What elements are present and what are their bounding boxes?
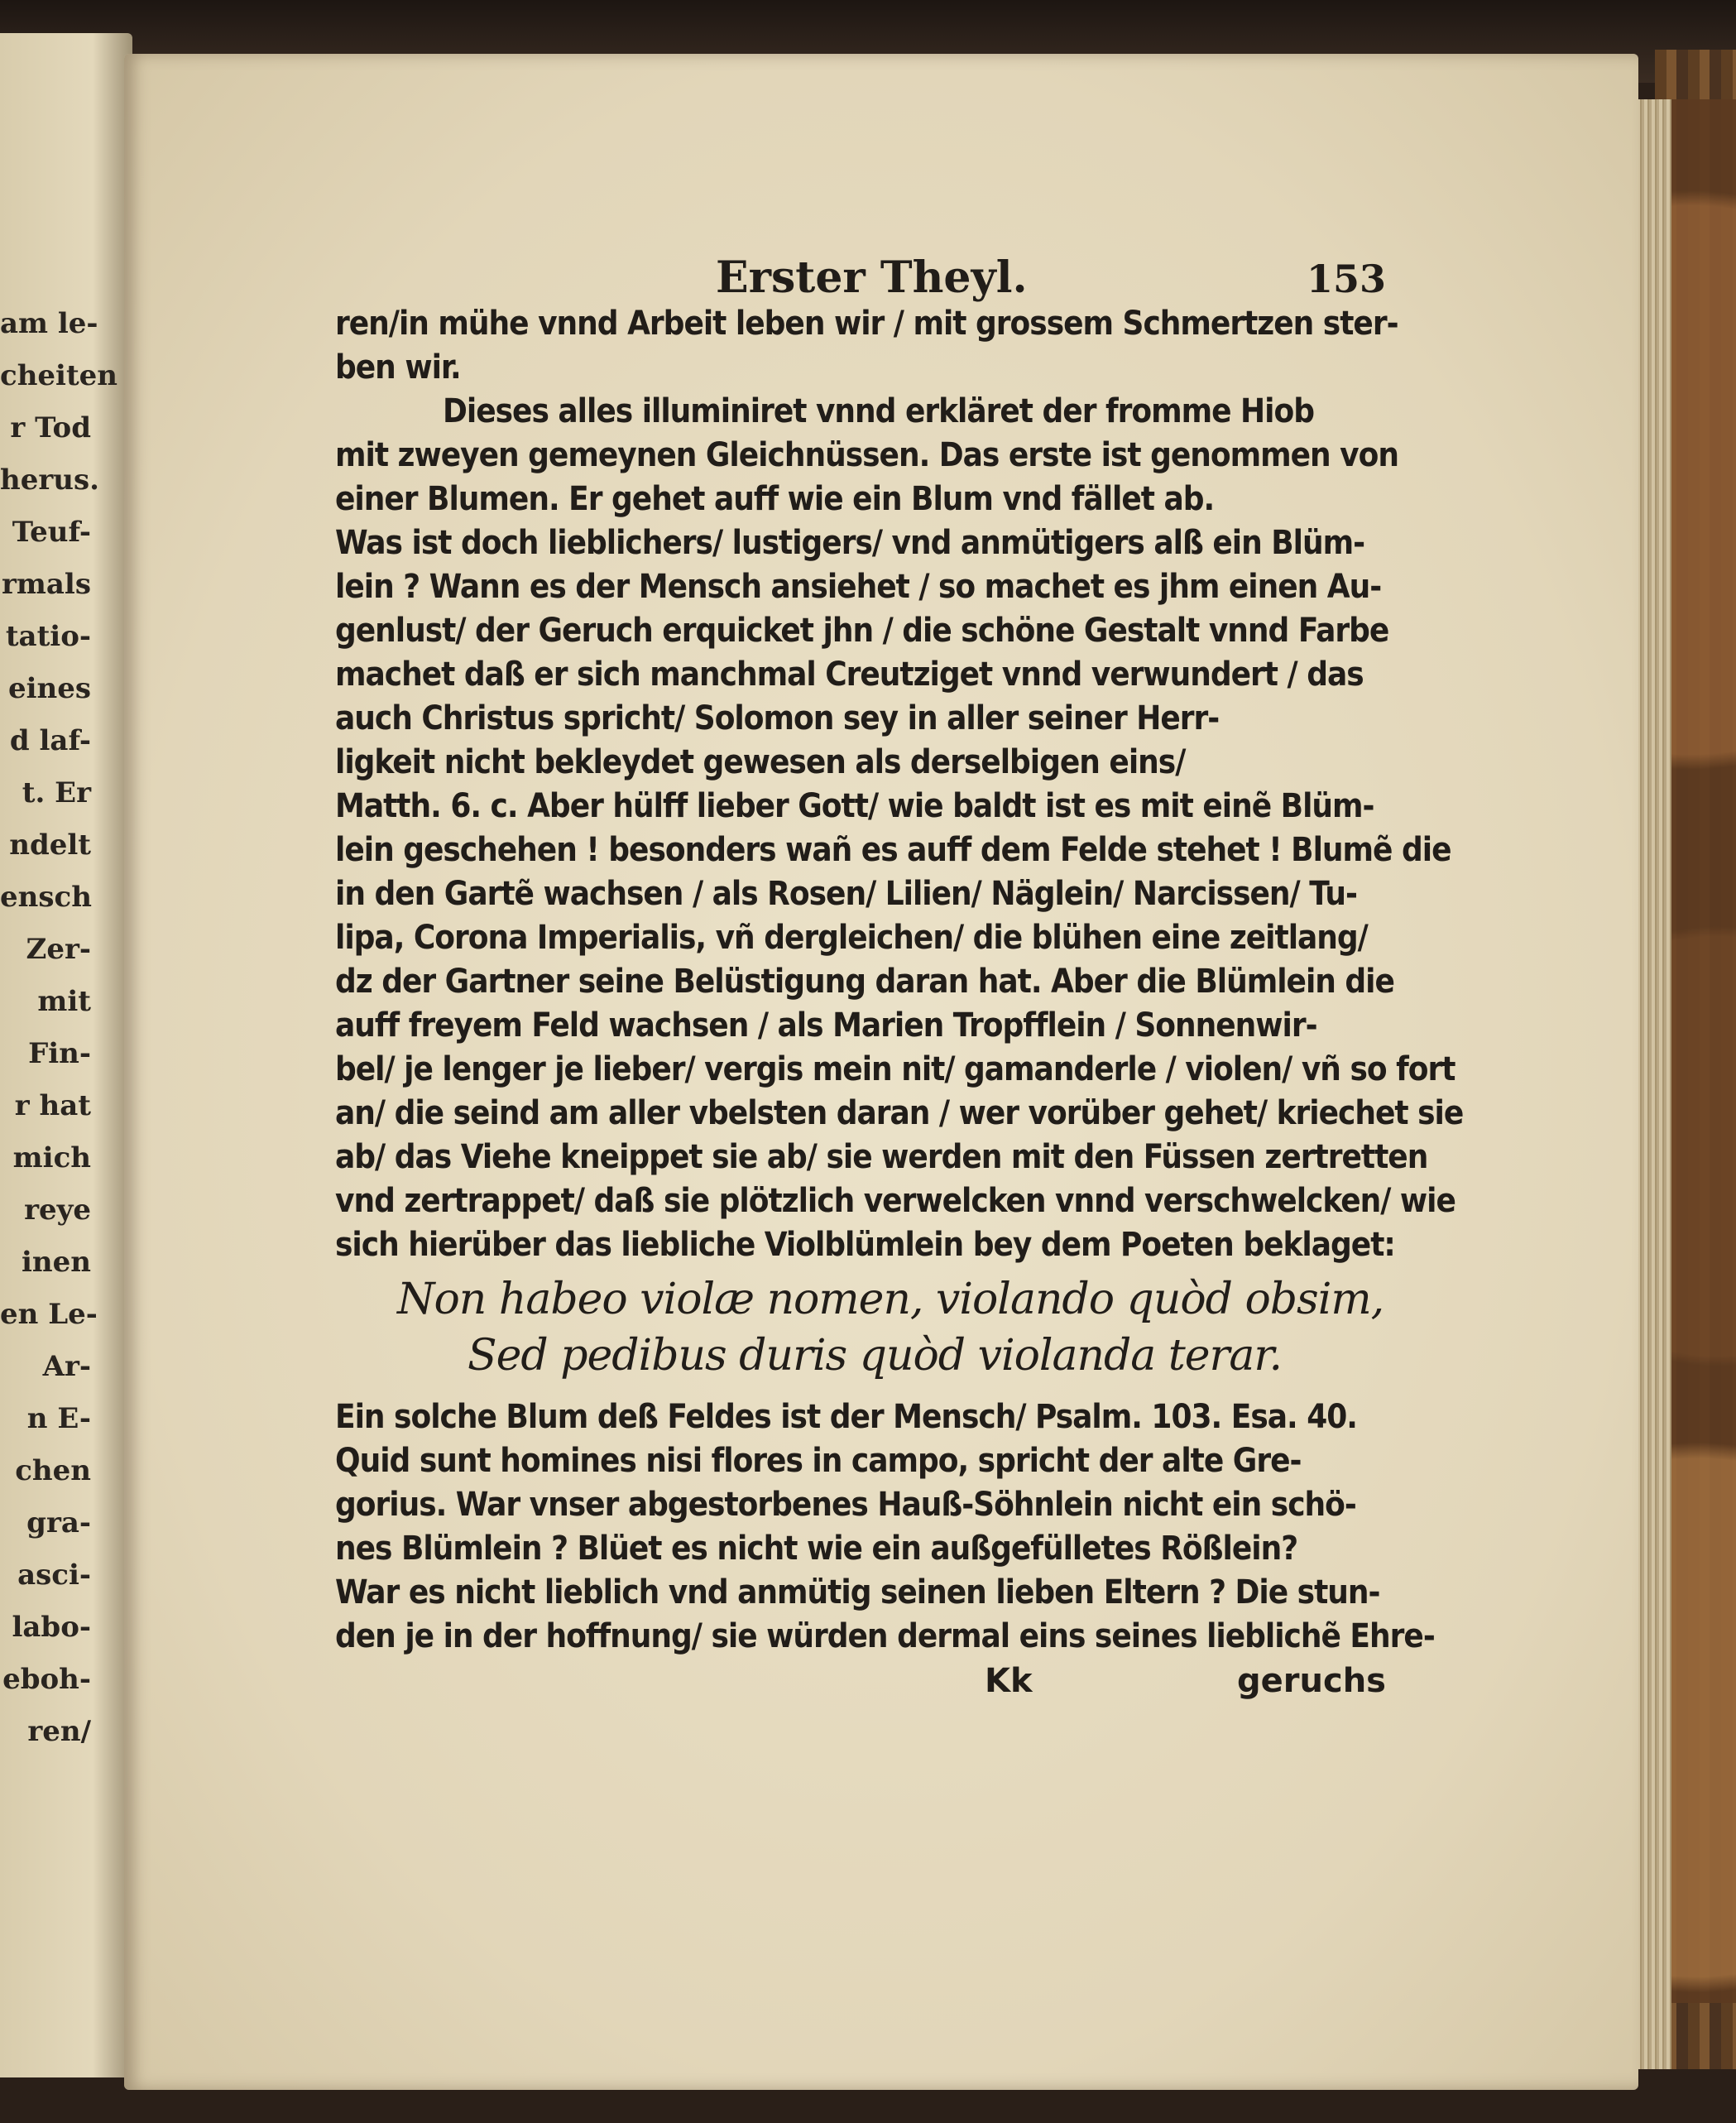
page-text-block xyxy=(335,219,1464,1712)
text-line: mit zweyen gemeynen Gleichnüssen. Das erste ist genommen von xyxy=(335,436,1398,474)
text-line: am le- xyxy=(0,307,98,340)
text-line: War es nicht lieblich vnd anmütig seinen lieben Eltern ? Die stun- xyxy=(335,1573,1380,1611)
text-line: Teuf- xyxy=(12,516,91,549)
text-line: eboh- xyxy=(2,1663,91,1696)
text-line: dz der Gartner seine Belüstigung daran hat. Aber die Blümlein die xyxy=(335,963,1394,1001)
text-line: asci- xyxy=(17,1559,91,1592)
text-line: einer Blumen. Er gehet auff wie ein Blum vnd fället ab. xyxy=(335,480,1215,518)
text-line: nes Blümlein ? Blüet es nicht wie ein außgefülletes Rößlein? xyxy=(335,1530,1298,1568)
running-head: Erster Theyl. xyxy=(716,252,1028,303)
text-line: ren/ xyxy=(27,1715,91,1748)
text-line: en Le- xyxy=(0,1298,98,1331)
text-line: rmals xyxy=(2,568,91,601)
text-line: mit xyxy=(37,985,91,1018)
text-line: bel/ je lenger je lieber/ vergis mein nit/ gamanderle / violen/ vñ so fort xyxy=(335,1050,1455,1088)
signature-mark: Kk xyxy=(985,1662,1033,1700)
page-header xyxy=(335,219,1386,302)
text-line: an/ die seind am aller vbelsten daran / wer vorüber gehet/ kriechet sie xyxy=(335,1094,1464,1132)
text-line: in den Gartẽ wachsen / als Rosen/ Lilien/ Näglein/ Narcissen/ Tu- xyxy=(335,875,1357,913)
text-line: Zer- xyxy=(26,933,91,966)
facing-page-text xyxy=(0,298,118,1758)
text-line: mich xyxy=(12,1141,91,1174)
text-line: herus. xyxy=(0,464,99,497)
text-line: ensch xyxy=(0,881,92,914)
text-line: ben wir. xyxy=(335,348,461,387)
text-line: Fin- xyxy=(28,1037,91,1070)
marbled-endpaper xyxy=(1671,99,1736,2003)
text-line: r Tod xyxy=(10,411,91,444)
text-line: labo- xyxy=(12,1611,91,1644)
latin-verse xyxy=(335,1271,1386,1384)
text-line: tatio- xyxy=(5,620,91,653)
text-line: genlust/ der Geruch erquicket jhn / die schöne Gestalt vnnd Farbe xyxy=(335,612,1389,650)
page-number: 153 xyxy=(1306,257,1386,301)
text-line: ndelt xyxy=(9,829,91,862)
text-line: den je in der hoffnung/ sie würden dermal eins seines lieblichẽ Ehre- xyxy=(335,1617,1435,1655)
text-line: ren/in mühe vnnd Arbeit leben wir / mit grossem Schmertzen ster- xyxy=(335,305,1398,343)
text-line: Was ist doch lieblichers/ lustigers/ vnd anmütigers alß ein Blüm- xyxy=(335,524,1365,562)
text-line: vnd zertrappet/ daß sie plötzlich verwelcken vnnd verschwelcken/ wie xyxy=(335,1182,1455,1220)
text-line: t. Er xyxy=(22,776,91,809)
text-line: lein ? Wann es der Mensch ansiehet / so machet es jhm einen Au- xyxy=(335,568,1382,606)
text-line: ligkeit nicht bekleydet gewesen als derselbigen eins/ xyxy=(335,743,1186,781)
text-line: reye xyxy=(24,1194,91,1227)
text-line: Dieses alles illuminiret vnnd erkläret der fromme Hiob xyxy=(443,392,1314,430)
text-line: cheiten xyxy=(0,359,118,392)
page-footer xyxy=(335,1662,1386,1712)
text-line: eines xyxy=(7,672,91,705)
catchword: geruchs xyxy=(1237,1662,1386,1700)
text-line: chen xyxy=(15,1454,91,1487)
book-page xyxy=(124,54,1638,2090)
text-line: auch Christus spricht/ Solomon sey in aller seiner Herr- xyxy=(335,699,1220,737)
prose-after-verse xyxy=(335,1395,1435,1659)
text-line: d laf- xyxy=(9,724,91,757)
text-line: lipa, Corona Imperialis, vñ dergleichen/ die blühen eine zeitlang/ xyxy=(335,919,1368,957)
text-line: Matth. 6. c. Aber hülff lieber Gott/ wie baldt ist es mit einẽ Blüm- xyxy=(335,787,1374,825)
prose-before-verse xyxy=(335,302,1464,1267)
text-line: gra- xyxy=(26,1506,91,1539)
text-line: Quid sunt homines nisi flores in campo, spricht der alte Gre- xyxy=(335,1442,1302,1480)
verse-line: Non habeo violæ nomen, violando quòd obsim, xyxy=(397,1275,1384,1324)
text-line: r hat xyxy=(14,1089,91,1122)
text-line: ab/ das Viehe kneippet sie ab/ sie werden mit den Füssen zertretten xyxy=(335,1138,1428,1176)
text-line: machet daß er sich manchmal Creutziget vnnd verwundert / das xyxy=(335,656,1364,694)
text-line: Ein solche Blum deß Feldes ist der Mensch/ Psalm. 103. Esa. 40. xyxy=(335,1398,1357,1436)
text-line: n E- xyxy=(26,1402,91,1435)
facing-page-left xyxy=(0,33,132,2077)
verse-line: Sed pedibus duris quòd violanda terar. xyxy=(468,1331,1283,1381)
text-line: Ar- xyxy=(42,1350,91,1383)
text-line: inen xyxy=(22,1246,91,1279)
text-line: sich hierüber das liebliche Violblümlein bey dem Poeten beklaget: xyxy=(335,1226,1395,1264)
text-line: lein geschehen ! besonders wañ es auff dem Felde stehet ! Blumẽ die xyxy=(335,831,1451,869)
text-line: auff freyem Feld wachsen / als Marien Tropfflein / Sonnenwir- xyxy=(335,1006,1317,1045)
text-line: gorius. War vnser abgestorbenes Hauß-Söhnlein nicht ein schö- xyxy=(335,1486,1356,1524)
